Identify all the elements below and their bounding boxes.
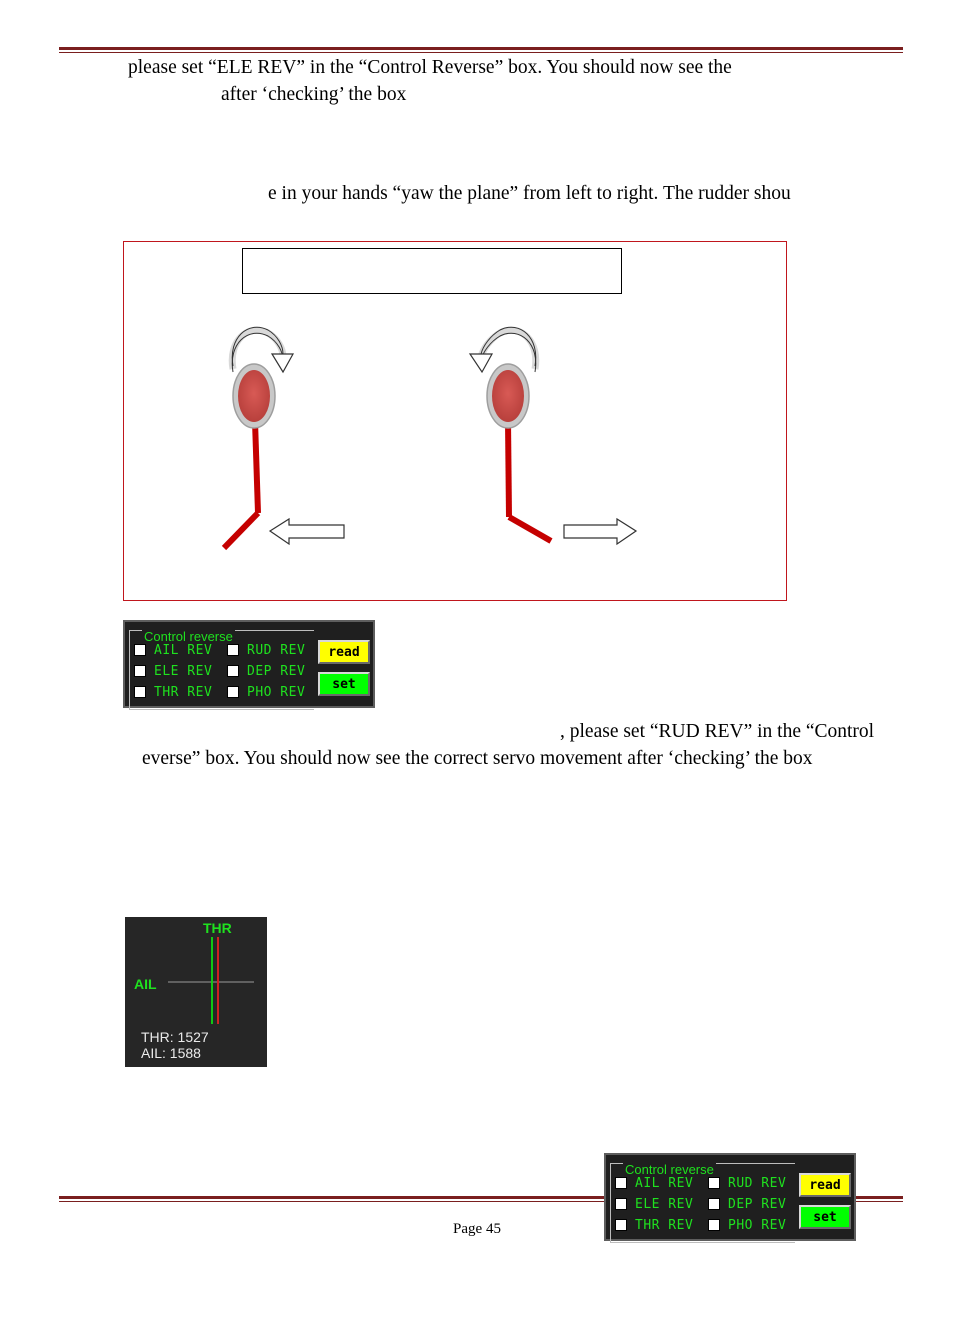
control-reverse-title: Control reverse	[144, 629, 233, 644]
pho-rev-option[interactable]: PHO REV	[708, 1217, 786, 1233]
dep-rev-checkbox[interactable]	[708, 1198, 720, 1210]
ail-axis-label: AIL	[134, 976, 157, 992]
arrow-left-icon	[270, 519, 344, 544]
thr-readout: THR: 1527	[141, 1029, 209, 1045]
right-servo	[470, 327, 551, 541]
thr-rev-option[interactable]: THR REV	[615, 1217, 693, 1233]
pho-rev-checkbox[interactable]	[227, 686, 239, 698]
ele-rev-option[interactable]: ELE REV	[134, 663, 212, 679]
rud-rev-option[interactable]: RUD REV	[227, 642, 305, 658]
control-reverse-panel	[123, 620, 375, 708]
rud-rev-checkbox[interactable]	[708, 1177, 720, 1189]
paragraph-line: please set “ELE REV” in the “Control Reverse” box. You should now see the	[128, 57, 732, 78]
paragraph-line: after ‘checking’ the box	[221, 84, 407, 105]
stick-display-panel	[125, 917, 267, 1067]
rudder-diagram	[123, 241, 787, 601]
thr-rev-option[interactable]: THR REV	[134, 684, 212, 700]
rotate-clockwise-icon	[272, 354, 293, 372]
ele-rev-checkbox[interactable]	[134, 665, 146, 677]
page-number: Page 45	[453, 1221, 501, 1237]
ail-rev-option[interactable]: AIL REV	[134, 642, 212, 658]
ail-readout: AIL: 1588	[141, 1045, 201, 1061]
arrow-right-icon	[564, 519, 636, 544]
read-button[interactable]: read	[799, 1173, 851, 1197]
paragraph-line: everse” box. You should now see the correct servo movement after ‘checking’ the box	[142, 748, 813, 769]
thr-axis-label: THR	[203, 920, 232, 936]
ail-rev-checkbox[interactable]	[134, 644, 146, 656]
paragraph-line: e in your hands “yaw the plane” from left to right. The rudder shou	[268, 183, 791, 204]
set-button[interactable]: set	[799, 1205, 851, 1229]
header-rule	[59, 47, 903, 53]
set-button[interactable]: set	[318, 672, 370, 696]
pho-rev-option[interactable]: PHO REV	[227, 684, 305, 700]
paragraph-line: , please set “RUD REV” in the “Control	[560, 721, 875, 742]
ail-rev-option[interactable]: AIL REV	[615, 1175, 693, 1191]
dep-rev-checkbox[interactable]	[227, 665, 239, 677]
left-servo	[224, 327, 293, 548]
ele-rev-option[interactable]: ELE REV	[615, 1196, 693, 1212]
ail-rev-checkbox[interactable]	[615, 1177, 627, 1189]
rud-rev-checkbox[interactable]	[227, 644, 239, 656]
ele-rev-checkbox[interactable]	[615, 1198, 627, 1210]
rud-rev-option[interactable]: RUD REV	[708, 1175, 786, 1191]
thr-rev-checkbox[interactable]	[134, 686, 146, 698]
dep-rev-option[interactable]: DEP REV	[708, 1196, 786, 1212]
control-reverse-title: Control reverse	[625, 1162, 714, 1177]
rotate-counterclockwise-icon	[470, 354, 492, 372]
read-button[interactable]: read	[318, 640, 370, 664]
dep-rev-option[interactable]: DEP REV	[227, 663, 305, 679]
